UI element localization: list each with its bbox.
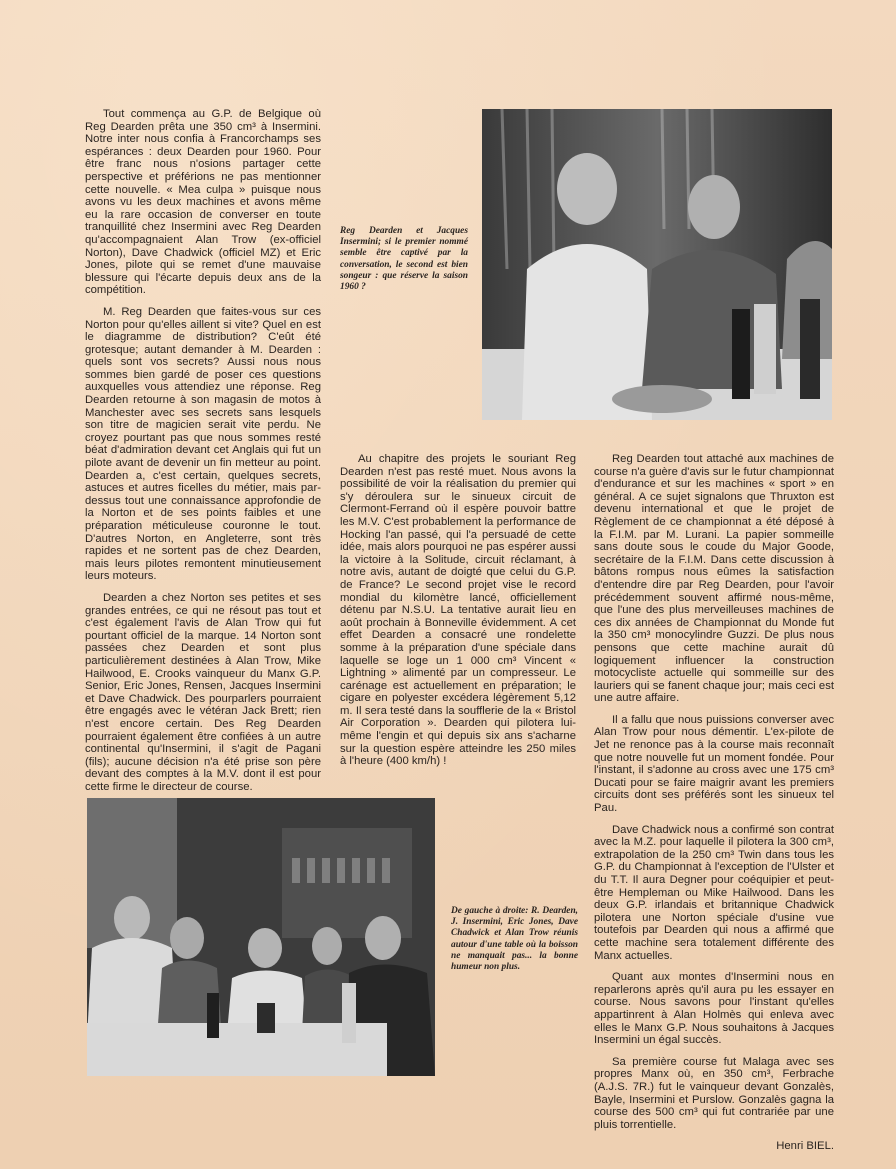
paragraph: Il a fallu que nous puissions converser avec Alan Trow pour nous démentir. L'ex-pilote de Jet ne renonce pas à la course mais reconnaît que notre nouvelle fut un moment fondée. Pour l'instant, il s'adonne au cross avec une 175 cm³ Ducati pour se faire maigrir avant les premiers circuits dont ses préférés sont les sinueux tel Pau. — [594, 713, 834, 815]
article-column-3 — [594, 453, 834, 1162]
paragraph: Au chapitre des projets le souriant Reg Dearden n'est pas resté muet. Nous avons la possibilité de voir la réalisation du premier qui s'y déroulera sur le sinueux circuit de Clermont-Ferrand où il espère pouvoir battre les M.V. C'est probablement la performance de Hocking l'an passé, qui l'a persuadé de cette idée, mais alors pourquoi ne pas espérer aussi la victoire à la Solitude, circuit réclamant, à notre avis, autant de doigté que celui du G.P. de France? Le second projet vise le record mondial du kilomètre lancé, officiellement détenu par N.S.U. La tentative aurait lieu en août prochain à Bonneville évidemment. A cet effet Dearden a consacré une rondelette somme à la préparation d'une spéciale dans laquelle se loge un 1 000 cm³ Vincent « Lightning » alimenté par un compresseur. Le carénage est actuellement en préparation; le cigare en polyester excédera légèrement 5,12 m. Il sera testé dans la soufflerie de la « Bristol Air Corporation ». Dearden qui pilotera lui-même l'engin et qui depuis six ans s'acharne sur la question espère atteindre les 250 miles à l'heure (400 km/h) ! — [340, 453, 576, 768]
paragraph: Tout commença au G.P. de Belgique où Reg Dearden prêta une 350 cm³ à Insermini. Notre inter nous confia à Francorchamps ses espérances : deux Dearden pour 1960. Pour être franc nous n'osions partager cette perspective et préférions ne pas mentionner cette nouvelle. « Mea culpa » puisque nous avons vu les deux machines et avons même eu la rare occasion de converser en toute tranquillité chez Insermini avec Reg Dearden qu'accompagnaient Alan Trow (ex-officiel Norton), Dave Chadwick (officiel MZ) et Eric Jones, pilote qui se remet d'une mauvaise blessure qui l'écarte depuis deux ans de la compétition. — [85, 108, 321, 297]
article-column-1 — [85, 108, 321, 802]
photo-dearden-insermini — [482, 109, 832, 420]
paragraph: Dearden a chez Norton ses petites et ses grandes entrées, ce qui ne résout pas tout et c'est également l'avis de Alan Trow qui fut pourtant officiel de la marque. 14 Norton sont passées chez Dearden et sont plus particulièrement destinées à Alan Trow, Mike Hailwood, E. Crooks vainqueur du Manx G.P. Senior, Eric Jones, Rensen, Jacques Insermini et Dave Chadwick. Des pourparlers pourraient être engagés avec le vétéran Jack Brett; rien n'est encore certain. Des Reg Dearden pourraient également être confiées à un autre continental qu'Insermini, il s'agit de Pagani (fils); aucune décision n'a été prise son père devant des comptes à la M.V. dont il est pour cette firme le directeur de course. — [85, 591, 321, 793]
author-signature: Henri BIEL. — [776, 1140, 834, 1153]
paragraph: M. Reg Dearden que faites-vous sur ces Norton pour qu'elles aillent si vite? Quel en est le diagramme de distribution? C'eût été grotesque; autant demander à M. Dearden : quels sont vos secrets? Aussi nous nous sommes bien gardé de poser ces questions auxquelles vous attendiez une réponse. Reg Dearden retourne à son magasin de motos à Manchester avec ses secrets sans lesquels son titre de magicien serait vite perdu. Ne croyez pourtant pas que nous sommes resté béat d'admiration devant cet Anglais qui fut un pilote avant de devenir un fin metteur au point. Dearden a, c'est certain, quelques secrets, astuces et autres ficelles du métier, mais par-dessus tout une connaissance approfondie de la Norton et de ses points faibles et une préparation méticuleuse couronne le tout. D'autres Norton, en Angleterre, sont très rapides et ne sortent pas de chez Dearden, mais leurs pilotes remontent minutieusement leurs moteurs. — [85, 305, 321, 583]
paragraph: Reg Dearden tout attaché aux machines de course n'a guère d'avis sur le futur championnat d'endurance et sur les machines « sport » en général. A ce sujet signalons que Thruxton est devenu international et que le projet de Règlement de ce championnat a été déposé à la F.I.M. par M. Lurani. La papier sommeille sans doute sous le coude du Major Goode, secrétaire de la F.I.M. Dans cette discussion à bâtons rompus nous eûmes la satisfaction d'entendre dire par Reg Dearden, pour l'avoir précédemment souvent affirmé nous-même, que l'une des plus merveilleuses machines de ces dix années de Championnat du Monde fut la 350 cm³ monocylindre Guzzi. De plus nous pensons que cette machine aurait dû logiquement influencer la construction motocycliste actuelle qui sommeille sur des lauriers qui se fanent chaque jour; mais ceci est une autre affaire. — [594, 453, 834, 705]
paragraph: Sa première course fut Malaga avec ses propres Manx où, en 350 cm³, Ferbrache (A.J.S. 7R.) fut le vainqueur devant Gonzalès, Bayle, Insermini et Purslow. Gonzalès gagna la course des 500 cm³ qui fut contrariée par une pluis torrentielle. — [594, 1055, 834, 1131]
article-column-2 — [340, 453, 576, 777]
photo-caption-top: Reg Dearden et Jacques Insermini; si le premier nommé semble être captivé par la conversation, le second est bien songeur : que réserve la saison 1960 ? — [340, 226, 468, 293]
photo-caption-bottom: De gauche à droite: R. Dearden, J. Insermini, Eric Jones, Dave Chadwick et Alan Trow réunis autour d'une table où la boisson ne manquait pas... la bonne humeur non plus. — [451, 906, 578, 973]
paragraph: Quant aux montes d'Insermini nous en reparlerons après qu'il aura pu les essayer en course. Nous savons pour l'instant qu'elles appartinrent à Alan Holmès qui enleva avec elles le Manx G.P. Nous souhaitons à Jacques Insermini un égal succès. — [594, 971, 834, 1047]
photo-group-table — [87, 798, 435, 1076]
paragraph: Dave Chadwick nous a confirmé son contrat avec la M.Z. pour laquelle il pilotera la 300 cm³, extrapolation de la 250 cm³ Twin dans tous les G.P. du Championnat à l'exception de l'Ulster et du T.T. Il aura Degner pour coéquipier et peut-être Hempleman ou Mike Hailwood. Dans les deux G.P. irlandais et britannique Chadwick pilotera une Norton spéciale d'usine vue toutefois par Dearden qui nous a affirmé que cette machine sera totalement différente des Manx actuelles. — [594, 823, 834, 962]
